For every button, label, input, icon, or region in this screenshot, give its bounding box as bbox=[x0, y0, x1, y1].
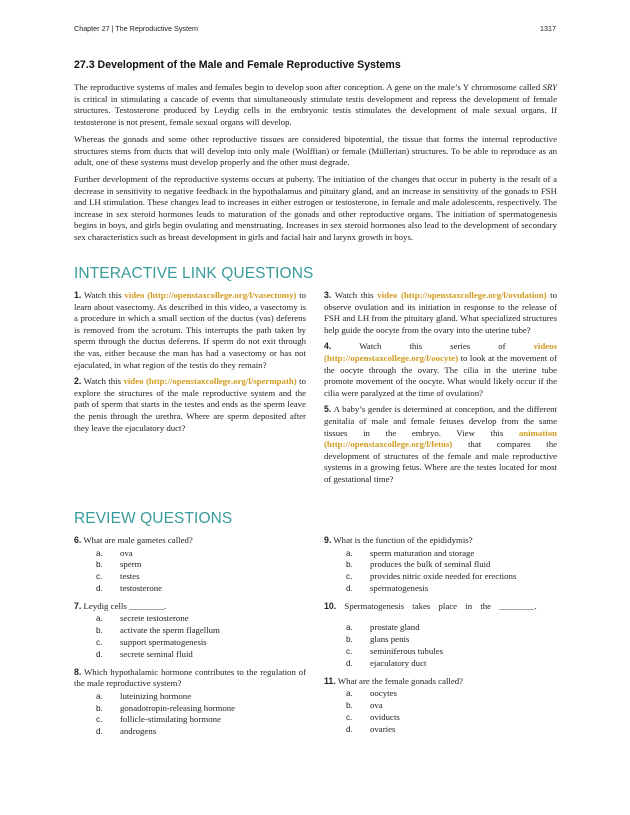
body-paragraph-2: Whereas the gonads and some other reproductive tissues are considered bipotential, the tissue that forms the internal reproductive structures stems from ducts that will develop into only male (Wolffian) or female (Müllerian) structures. To be able to reproduce as an adult, one of these systems must develop properly and the other must degrade. bbox=[74, 134, 557, 167]
page-number: 1317 bbox=[540, 24, 556, 33]
review-question-11: 11. What are the female gonads called? a. oocytes b. ova c. oviducts d. ovaries bbox=[324, 676, 557, 736]
interactive-question-3: 3. Watch this video (http://openstaxcollege.org/l/ovulation) to observe ovulation and its initiation in response to the release of FSH and LH from the pituitary gland. What specialized structures help guide the oocyte from the ovary into the uterine tube? bbox=[324, 290, 557, 335]
gene-name-italic: SRY bbox=[542, 82, 557, 92]
option: d. androgens bbox=[96, 726, 157, 737]
option: b. gonadotropin-releasing hormone bbox=[96, 702, 236, 713]
option: a. secrete testosterone bbox=[96, 613, 189, 624]
body-paragraph-3: Further development of the reproductive systems occurs at puberty. The initiation of the changes that occur in puberty is the result of a decrease in sensitivity to negative feedback in the hypothalamus and pituitary gland, and an increase in sensitivity of the gonads to FSH and LH stimulation. These changes lead to increases in either estrogen or testosterone, in female and male adolescents, respectively. The increase in sex steroid hormones leads to maturation of the gonads and other reproductive organs. The initiation of spermatogenesis begins in boys, and girls begin ovulating and menstruating. Increases in sex steroid hormones also lead to the development of secondary sex characteristics such as breast development in girls and facial hair and larynx growth in boys. bbox=[74, 174, 557, 242]
option: a. luteinizing hormone bbox=[96, 690, 192, 701]
video-link-ovulation[interactable]: video (http://openstaxcollege.org/l/ovulation) bbox=[377, 290, 547, 300]
interactive-question-2: 2. Watch this video (http://openstaxcollege.org/l/spermpath) to explore the structures of the male reproductive system and the path of sperm that starts in the testes and ends as the sperm leave the penis through the urethra. Where are sperm deposited after they leave the ejaculatory duct? bbox=[74, 376, 306, 433]
section-title: 27.3 Development of the Male and Female Reproductive Systems bbox=[74, 59, 401, 71]
review-column-right bbox=[324, 535, 557, 741]
option: c. provides nitric oxide needed for erections bbox=[346, 571, 517, 582]
option: c. seminiferous tubules bbox=[346, 645, 444, 656]
interactive-question-1: 1. Watch this video (http://openstaxcollege.org/l/vasectomy) to learn about vasectomy. As described in this video, a vasectomy is a procedure in which a small section of the ductus (vas) deferens is removed from the scrotum. This interrupts the path taken by sperm through the ductus deferens. If sperm do not exit through the vas, either because the man has had a vasectomy or has not ejaculated, in what region of the testis do they remain? bbox=[74, 290, 306, 370]
option: d. secrete seminal fluid bbox=[96, 648, 193, 659]
body-paragraph-1: The reproductive systems of males and females begin to develop soon after conception. A gene on the male’s Y chromosome called SRY is critical in stimulating a cascade of events that simultaneously stimulate testis development and repress the development of female structures. Testosterone produced by Leydig cells in the embryonic testis stimulates the development of male sexual organs. If testosterone is not present, female sexual organs will develop. bbox=[74, 82, 557, 127]
review-question-7: 7. Leydig cells ________. a. secrete testosterone b. activate the sperm flagellum c. support spermatogenesis d. secrete seminal fluid bbox=[74, 601, 306, 661]
option: d. spermatogenesis bbox=[346, 582, 429, 593]
option: d. ovaries bbox=[346, 723, 396, 734]
video-link-vasectomy[interactable]: video (http://openstaxcollege.org/l/vasectomy) bbox=[124, 290, 297, 300]
option: c. support spermatogenesis bbox=[96, 636, 207, 647]
interactive-column-right bbox=[324, 290, 557, 491]
videos-link-oocyte[interactable]: videos (http://openstaxcollege.org/l/oocyte) bbox=[324, 341, 557, 363]
option: a. prostate gland bbox=[346, 622, 420, 633]
review-questions-heading: REVIEW QUESTIONS bbox=[74, 510, 233, 527]
option: a. sperm maturation and storage bbox=[346, 547, 475, 558]
video-link-spermpath[interactable]: video (http://openstaxcollege.org/l/spermpath) bbox=[123, 376, 297, 387]
review-question-8: 8. Which hypothalamic hormone contributes to the regulation of the male reproductive system? a. luteinizing hormone b. gonadotropin-releasing hormone c. follicle-stimulating hormone d. androgens bbox=[74, 666, 306, 737]
interactive-question-5: 5. A baby’s gender is determined at conception, and the different genitalia of male and female fetuses develop from the same tissues in the embryo. View this animation (http://openstaxcollege.org/l/fetus) that compares the development of structures of the female and male reproductive systems in a growing fetus. Where are the testes located for most of gestational time? bbox=[324, 404, 557, 484]
option: b. glans penis bbox=[346, 634, 410, 645]
interactive-column-left bbox=[74, 290, 306, 439]
review-question-10: 10. Spermatogenesis takes place in the ________. a. prostate gland b. glans penis c. seminiferous tubules d. ejaculatory duct bbox=[324, 601, 557, 670]
review-question-6: 6. What are male gametes called? a. ova b. sperm c. testes d. testosterone bbox=[74, 535, 306, 595]
option: b. produces the bulk of seminal fluid bbox=[346, 559, 491, 570]
review-column-left bbox=[74, 535, 306, 744]
option: b. ova bbox=[346, 699, 383, 710]
animation-link-fetus[interactable]: animation (http://openstaxcollege.org/l/fetus) bbox=[324, 427, 557, 450]
option: d. testosterone bbox=[96, 582, 163, 593]
interactive-question-4: 4. Watch this series of videos (http://openstaxcollege.org/l/oocyte) to look at the movement of the oocyte through the ovary. The cilia in the uterine tube promote movement of the oocyte. What would likely occur if the cilia were paralyzed at the time of ovulation? bbox=[324, 341, 557, 398]
option: a. ova bbox=[96, 547, 133, 558]
review-question-9: 9. What is the function of the epididymis? a. sperm maturation and storage b. produces the bulk of seminal fluid c. provides nitric oxide needed for erections d. spermatogenesis bbox=[324, 535, 557, 595]
option: a. oocytes bbox=[346, 688, 397, 699]
option: d. ejaculatory duct bbox=[346, 657, 427, 668]
option: c. oviducts bbox=[346, 711, 400, 722]
option: c. follicle-stimulating hormone bbox=[96, 714, 221, 725]
option: b. activate the sperm flagellum bbox=[96, 625, 220, 636]
option: c. testes bbox=[96, 571, 140, 582]
option: b. sperm bbox=[96, 559, 142, 570]
running-header-chapter: Chapter 27 | The Reproductive System bbox=[74, 24, 198, 33]
interactive-link-heading: INTERACTIVE LINK QUESTIONS bbox=[74, 265, 314, 282]
